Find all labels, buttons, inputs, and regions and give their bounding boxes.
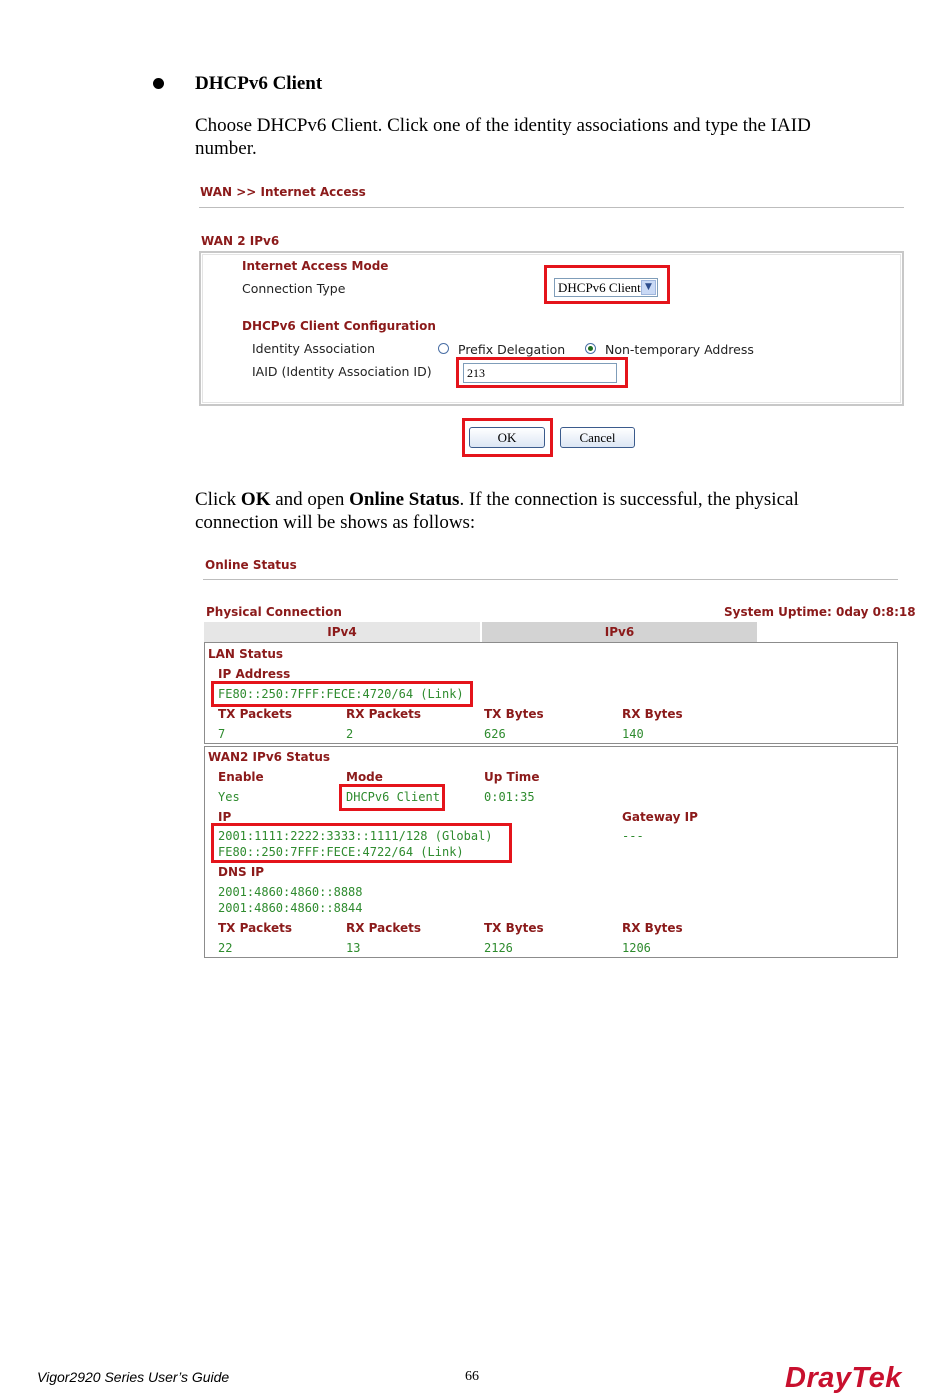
wan-enable-value: Yes <box>218 790 240 804</box>
wan-gateway-label: Gateway IP <box>622 810 698 824</box>
online-status-title: Online Status <box>205 558 297 572</box>
chevron-down-icon: ▼ <box>641 280 656 295</box>
wan-ip-label: IP <box>218 810 232 824</box>
identity-association-label: Identity Association <box>252 341 376 356</box>
lan-tx-packets-label: TX Packets <box>218 707 292 721</box>
intro-line-1: Choose DHCPv6 Client. Click one of the identity associations and type the IAID <box>195 115 811 136</box>
tab-ipv6[interactable]: IPv6 <box>482 622 757 642</box>
wan-mode-value: DHCPv6 Client <box>346 790 440 804</box>
wan-rx-packets-label: RX Packets <box>346 921 422 935</box>
wan-gateway-value: --- <box>622 829 644 843</box>
internet-access-mode-label: Internet Access Mode <box>242 259 389 273</box>
highlight-iaid <box>456 357 628 388</box>
lan-ip-address: FE80::250:7FFF:FECE:4720/64 (Link) <box>218 687 464 701</box>
wan-rx-packets: 13 <box>346 941 361 955</box>
wan-rx-bytes: 1206 <box>622 941 651 955</box>
wan-status-title: WAN2 IPv6 Status <box>208 750 331 764</box>
wan-dns-2: 2001:4860:4860::8844 <box>218 901 363 915</box>
system-uptime: System Uptime: 0day 0:8:18 <box>724 605 916 619</box>
connection-type-value: DHCPv6 Client <box>558 280 641 295</box>
wan-enable-label: Enable <box>218 770 264 784</box>
breadcrumb: WAN >> Internet Access <box>200 185 366 199</box>
wan-dns-1: 2001:4860:4860::8888 <box>218 885 363 899</box>
bullet-dot <box>153 78 164 89</box>
non-temporary-address-label: Non-temporary Address <box>605 342 754 357</box>
iaid-input[interactable]: 213 <box>463 363 617 383</box>
footer-guide-title: Vigor2920 Series User’s Guide <box>37 1369 230 1385</box>
wan-rx-bytes-label: RX Bytes <box>622 921 683 935</box>
connection-type-label: Connection Type <box>242 281 346 296</box>
wan-tx-bytes-label: TX Bytes <box>484 921 544 935</box>
draytek-logo: DrayTek <box>785 1362 902 1394</box>
highlight-wan-ip <box>211 823 512 863</box>
radio-prefix-delegation[interactable] <box>438 343 449 354</box>
wan-tx-packets: 22 <box>218 941 233 955</box>
breadcrumb-divider <box>199 207 904 208</box>
lan-rx-packets: 2 <box>346 727 354 741</box>
iaid-label: IAID (Identity Association ID) <box>252 364 432 379</box>
wan-tx-packets-label: TX Packets <box>218 921 292 935</box>
physical-connection-label: Physical Connection <box>206 605 342 619</box>
radio-non-temporary-address[interactable] <box>585 343 596 354</box>
lan-tx-bytes: 626 <box>484 727 506 741</box>
prefix-delegation-label: Prefix Delegation <box>458 342 566 357</box>
middle-line-1: Click OK and open Online Status. If the connection is successful, the physical <box>195 489 799 510</box>
wan-uptime-value: 0:01:35 <box>484 790 535 804</box>
lan-rx-bytes: 140 <box>622 727 644 741</box>
intro-line-2: number. <box>195 138 257 159</box>
wan-panel-title: WAN 2 IPv6 <box>201 234 280 248</box>
client-config-label: DHCPv6 Client Configuration <box>242 319 436 333</box>
wan-dns-label: DNS IP <box>218 865 265 879</box>
wan-tx-bytes: 2126 <box>484 941 513 955</box>
section-heading: DHCPv6 Client <box>195 73 323 94</box>
highlight-connection-type <box>544 265 670 304</box>
wan-mode-label: Mode <box>346 770 383 784</box>
page-number: 66 <box>465 1369 479 1384</box>
lan-ip-address-label: IP Address <box>218 667 291 681</box>
highlight-lan-ip <box>211 681 473 707</box>
ok-button[interactable]: OK <box>469 427 545 448</box>
wan-ip-link: FE80::250:7FFF:FECE:4722/64 (Link) <box>218 845 464 859</box>
middle-line-2: connection will be shows as follows: <box>195 512 476 533</box>
online-status-divider <box>203 579 898 580</box>
cancel-button[interactable]: Cancel <box>560 427 635 448</box>
lan-tx-packets: 7 <box>218 727 226 741</box>
tab-ipv4[interactable]: IPv4 <box>204 622 480 642</box>
highlight-ok-button <box>462 418 553 457</box>
highlight-wan-mode <box>339 784 445 811</box>
lan-status-title: LAN Status <box>208 647 284 661</box>
lan-tx-bytes-label: TX Bytes <box>484 707 544 721</box>
lan-rx-bytes-label: RX Bytes <box>622 707 683 721</box>
lan-rx-packets-label: RX Packets <box>346 707 422 721</box>
wan-uptime-label: Up Time <box>484 770 540 784</box>
wan-ip-global: 2001:1111:2222:3333::1111/128 (Global) <box>218 829 493 843</box>
